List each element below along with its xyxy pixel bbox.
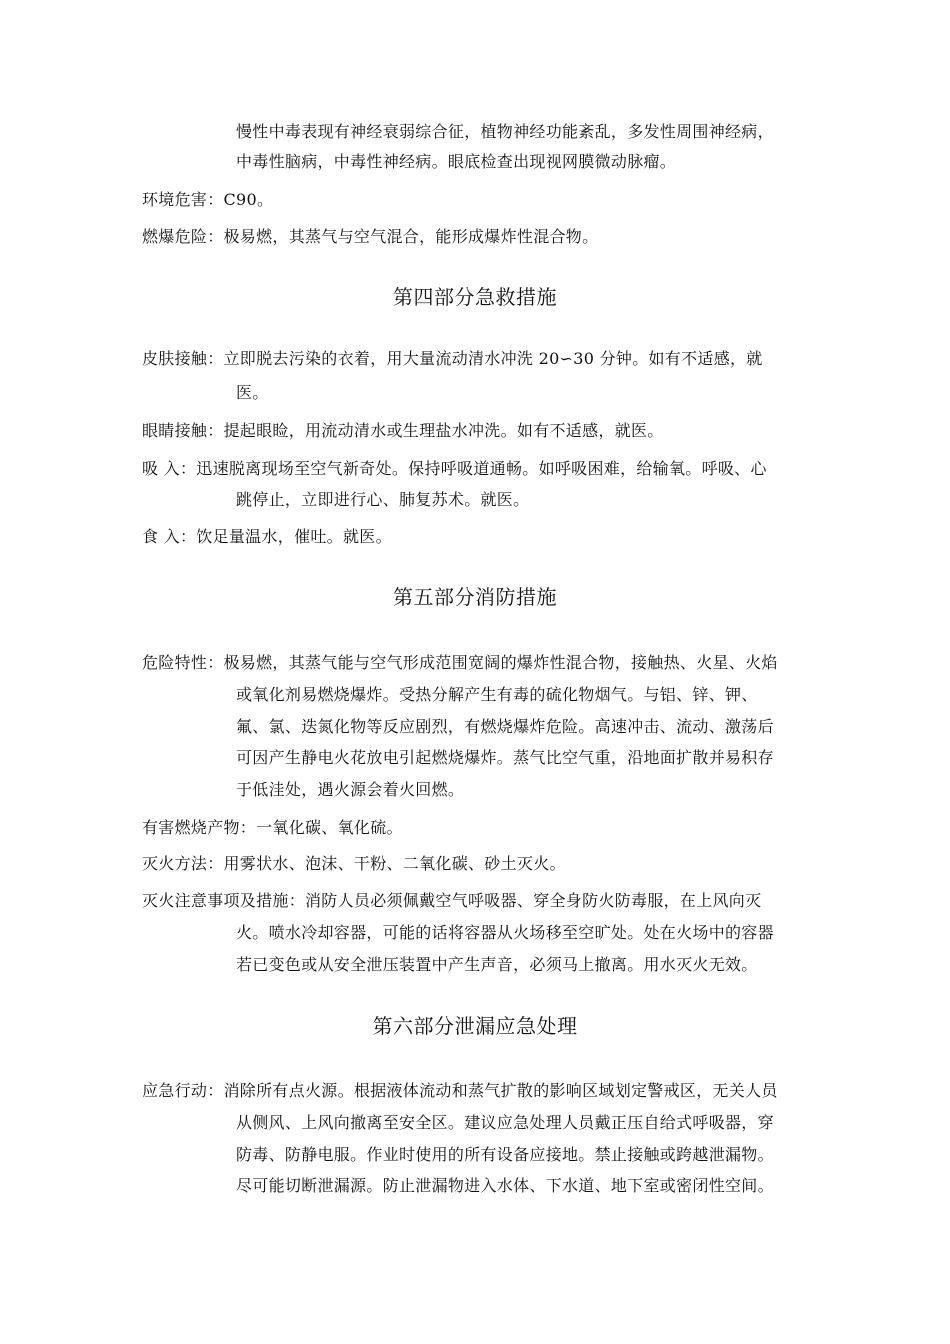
text-line: 食 入：饮足量温水，催吐。就医。 xyxy=(142,527,392,546)
text-line: 跳停止，立即进行心、肺复苏术。就医。 xyxy=(236,490,530,509)
text-line: 或氧化剂易燃烧爆炸。受热分解产生有毒的硫化物烟气。与铝、锌、钾、 xyxy=(236,685,758,704)
text-line: 燃爆危险：极易燃，其蒸气与空气混合，能形成爆炸性混合物。 xyxy=(142,227,599,246)
text-line: 火。喷水冷却容器，可能的话将容器从火场移至空旷处。处在火场中的容器 xyxy=(236,923,774,942)
text-line: 皮肤接触：立即脱去污染的衣着，用大量流动清水冲洗 20∽30 分钟。如有不适感，就 xyxy=(142,349,763,368)
text-line: 应急行动：消除所有点火源。根据液体流动和蒸气扩散的影响区域划定警戒区，无关人员 xyxy=(142,1081,778,1100)
text-line: 从侧风、上风向撤离至安全区。建议应急处理人员戴正压自给式呼吸器，穿 xyxy=(236,1113,774,1132)
text-line: 尽可能切断泄漏源。防止泄漏物进入水体、下水道、地下室或密闭性空间。 xyxy=(236,1176,774,1195)
text-line: 眼睛接触：提起眼睑，用流动清水或生理盐水冲洗。如有不适感，就医。 xyxy=(142,421,664,440)
text-line: 氟、氯、迭氮化物等反应剧烈，有燃烧爆炸危险。高速冲击、流动、激荡后 xyxy=(236,717,774,736)
section-heading: 第六部分泄漏应急处理 xyxy=(372,1014,578,1038)
text-line: 于低洼处，遇火源会着火回燃。 xyxy=(236,780,465,799)
text-line: 吸 入：迅速脱离现场至空气新奇处。保持呼吸道通畅。如呼吸困难，给输氧。呼吸、心 xyxy=(142,459,767,478)
text-line: 中毒性脑病，中毒性神经病。眼底检查出现视网膜微动脉瘤。 xyxy=(236,152,677,171)
text-line: 环境危害：C90。 xyxy=(142,190,274,209)
text-line: 灭火方法：用雾状水、泡沫、干粉、二氧化碳、砂土灭火。 xyxy=(142,854,566,873)
text-line: 慢性中毒表现有神经衰弱综合征，植物神经功能紊乱，多发性周围神经病， xyxy=(236,122,774,141)
text-line: 医。 xyxy=(236,383,269,402)
text-line: 危险特性：极易燃，其蒸气能与空气形成范围宽阔的爆炸性混合物，接触热、火星、火焰 xyxy=(142,653,778,672)
text-line: 可因产生静电火花放电引起燃烧爆炸。蒸气比空气重，沿地面扩散并易积存 xyxy=(236,748,774,767)
text-line: 若已变色或从安全泄压装置中产生声音，必须马上撤离。用水灭火无效。 xyxy=(236,955,758,974)
text-line: 灭火注意事项及措施：消防人员必须佩戴空气呼吸器、穿全身防火防毒服，在上风向灭 xyxy=(142,891,762,910)
section-heading: 第四部分急救措施 xyxy=(393,285,557,309)
text-line: 有害燃烧产物：一氧化碳、氧化硫。 xyxy=(142,818,403,837)
text-line: 防毒、防静电服。作业时使用的所有设备应接地。禁止接触或跨越泄漏物。 xyxy=(236,1145,774,1164)
section-heading: 第五部分消防措施 xyxy=(393,585,557,609)
